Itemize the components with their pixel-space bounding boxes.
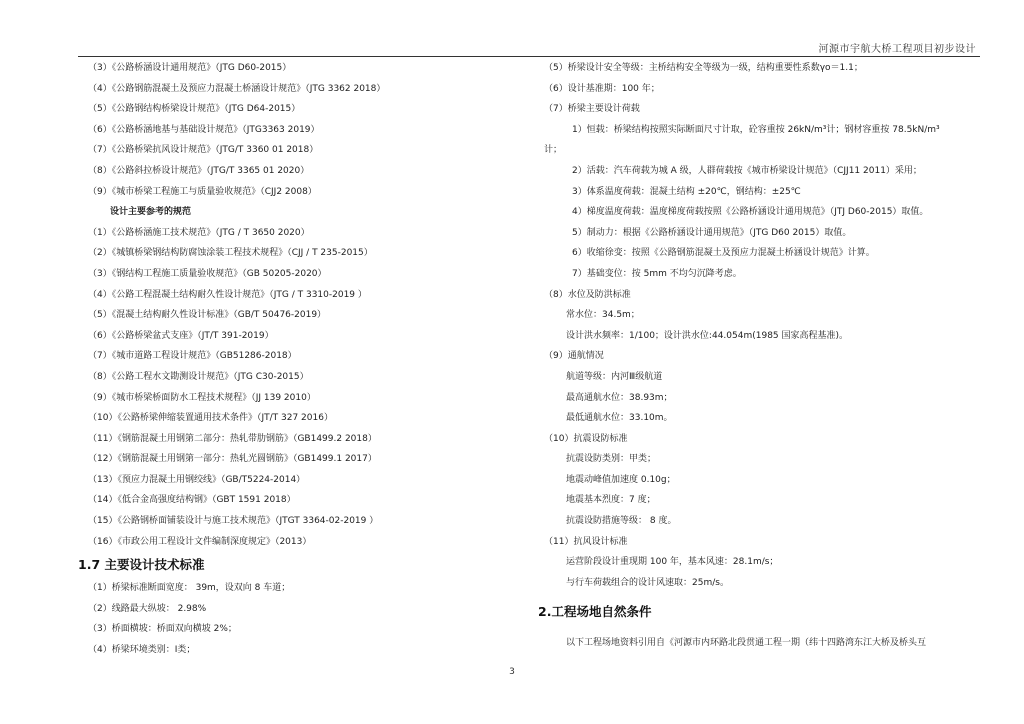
reference-item: （4）《公路工程混凝土结构耐久性设计规范》（JTG / T 3310-2019 ）	[88, 289, 367, 300]
seismic-item: 抗震设防类别：甲类；	[566, 454, 657, 465]
reference-item: （3）《钢结构工程施工质量验收规范》（GB 50205-2020）	[88, 268, 327, 279]
reference-item: （13）《预应力混凝土用钢绞线》（GB/T5224-2014）	[88, 474, 306, 485]
water-item: 常水位：34.5m；	[566, 310, 640, 321]
load-item: 6）收缩徐变：按照《公路钢筋混凝土及预应力混凝土桥涵设计规范》计算。	[572, 248, 875, 259]
reference-item: （16）《市政公用工程设计文件编制深度规定》（2013）	[88, 536, 312, 547]
load-item: 7）基础变位：按 5mm 不均匀沉降考虑。	[572, 268, 742, 279]
wind-item: 运营阶段设计重现期 100 年，基本风速：28.1m/s；	[566, 557, 779, 568]
wind-heading: （11）抗风设计标准	[544, 536, 628, 547]
reference-item: （7）《城市道路工程设计规范》（GB51286-2018）	[88, 351, 297, 362]
reference-item: （5）《混凝土结构耐久性设计标准》（GB/T 50476-2019）	[88, 310, 327, 321]
standard-item: （5）桥梁设计安全等级：主桥结构安全等级为一级，结构重要性系数γo＝1.1；	[544, 63, 863, 73]
right-column	[538, 58, 984, 654]
document-header-title: 河源市宇航大桥工程项目初步设计	[818, 44, 976, 55]
standard-item: （6）设计基准期：100 年；	[544, 83, 660, 94]
reference-item: （9）《城市桥梁桥面防水工程技术规程》（JJ 139 2010）	[88, 392, 316, 403]
seismic-item: 地震动峰值加速度 0.10g；	[566, 474, 676, 485]
load-item-continuation: 计；	[544, 145, 563, 156]
spec-item: （4）《公路钢筋混凝土及预应力混凝土桥涵设计规范》（JTG 3362 2018）	[88, 83, 386, 94]
water-item: 设计洪水频率：1/100；设计洪水位:44.054m(1985 国家高程基准)。	[566, 330, 849, 341]
navigation-heading: （9）通航情况	[544, 351, 604, 362]
spec-item: （9）《城市桥梁工程施工与质量验收规范》（CJJ2 2008）	[88, 186, 317, 197]
standard-item: （7）桥梁主要设计荷载	[544, 104, 640, 115]
reference-item: （8）《公路工程水文勘测设计规范》（JTG C30-2015）	[88, 371, 309, 382]
standard-item: （3）桥面横坡：桥面双向横坡 2%；	[88, 624, 237, 635]
wind-item: 与行车荷载组合的设计风速取：25m/s。	[566, 577, 729, 588]
spec-item: （5）《公路钢结构桥梁设计规范》（JTG D64-2015）	[88, 104, 301, 115]
reference-item: （1）《公路桥涵施工技术规范》（JTG / T 3650 2020）	[88, 227, 310, 238]
section-heading-design-standards: 1.7 主要设计技术标准	[78, 557, 205, 573]
navigation-item: 最低通航水位：33.10m。	[566, 413, 673, 424]
standard-item: （1）桥梁标准断面宽度： 39m，设双向 8 车道；	[88, 583, 291, 594]
spec-item: （6）《公路桥涵地基与基础设计规范》（JTG3363 2019）	[88, 124, 320, 135]
reference-item: （14）《低合金高强度结构钢》（GBT 1591 2018）	[88, 495, 296, 506]
reference-item: （12）《钢筋混凝土用钢第一部分：热轧光圆钢筋》（GB1499.1 2017）	[88, 454, 377, 465]
water-heading: （8）水位及防洪标准	[544, 289, 631, 300]
standard-item: （2）线路最大纵坡： 2.98%	[88, 603, 207, 614]
reference-item: （6）《公路桥梁盆式支座》（JT/T 391-2019）	[88, 330, 274, 341]
seismic-item: 抗震设防措施等级： 8 度。	[566, 516, 677, 527]
seismic-heading: （10）抗震设防标准	[544, 433, 628, 444]
reference-item: （15）《公路钢桥面铺装设计与施工技术规范》（JTGT 3364-02-2019 ）	[88, 516, 379, 527]
reference-item: （2）《城镇桥梁钢结构防腐蚀涂装工程技术规程》（CJJ / T 235-2015）	[88, 248, 373, 259]
section-heading-site-conditions: 2.工程场地自然条件	[538, 604, 652, 620]
page-number: 3	[509, 667, 515, 677]
navigation-item: 航道等级：内河Ⅲ级航道	[566, 371, 663, 382]
seismic-item: 地震基本烈度：7 度；	[566, 495, 656, 506]
standard-item: （4）桥梁环境类别：Ⅰ类；	[88, 645, 196, 656]
load-item: 4）梯度温度荷载：温度梯度荷载按照《公路桥涵设计通用规范》（JTJ D60-2015）取值。	[572, 207, 929, 218]
load-item: 3）体系温度荷载：混凝土结构 ±20℃，钢结构：±25℃	[572, 186, 801, 197]
navigation-item: 最高通航水位：38.93m；	[566, 392, 673, 403]
load-item: 2）活载：汽车荷载为城 A 级，人群荷载按《城市桥梁设计规范》（CJJ11 2011）采用；	[572, 165, 922, 176]
spec-item: （3）《公路桥涵设计通用规范》（JTG D60-2015）	[88, 63, 292, 73]
load-item: 1）恒载：桥梁结构按照实际断面尺寸计取，砼容重按 26kN/m³计；钢材容重按 78.5kN/m³	[572, 124, 940, 135]
reference-item: （10）《公路桥梁伸缩装置通用技术条件》（JT/T 327 2016）	[88, 413, 333, 424]
reference-specs-heading: 设计主要参考的规范	[110, 207, 192, 218]
spec-item: （8）《公路斜拉桥设计规范》（JTG/T 3365 01 2020）	[88, 165, 310, 176]
site-conditions-paragraph: 以下工程场地资料引用自《河源市内环路北段贯通工程一期（纬十四路湾东江大桥及桥头互	[566, 638, 927, 649]
reference-item: （11）《钢筋混凝土用钢第二部分：热轧带肋钢筋》（GB1499.2 2018）	[88, 433, 377, 444]
header-divider	[78, 56, 980, 57]
left-column	[78, 58, 518, 661]
load-item: 5）制动力：根据《公路桥涵设计通用规范》（JTG D60 2015）取值。	[572, 227, 852, 238]
spec-item: （7）《公路桥梁抗风设计规范》（JTG/T 3360 01 2018）	[88, 145, 319, 156]
